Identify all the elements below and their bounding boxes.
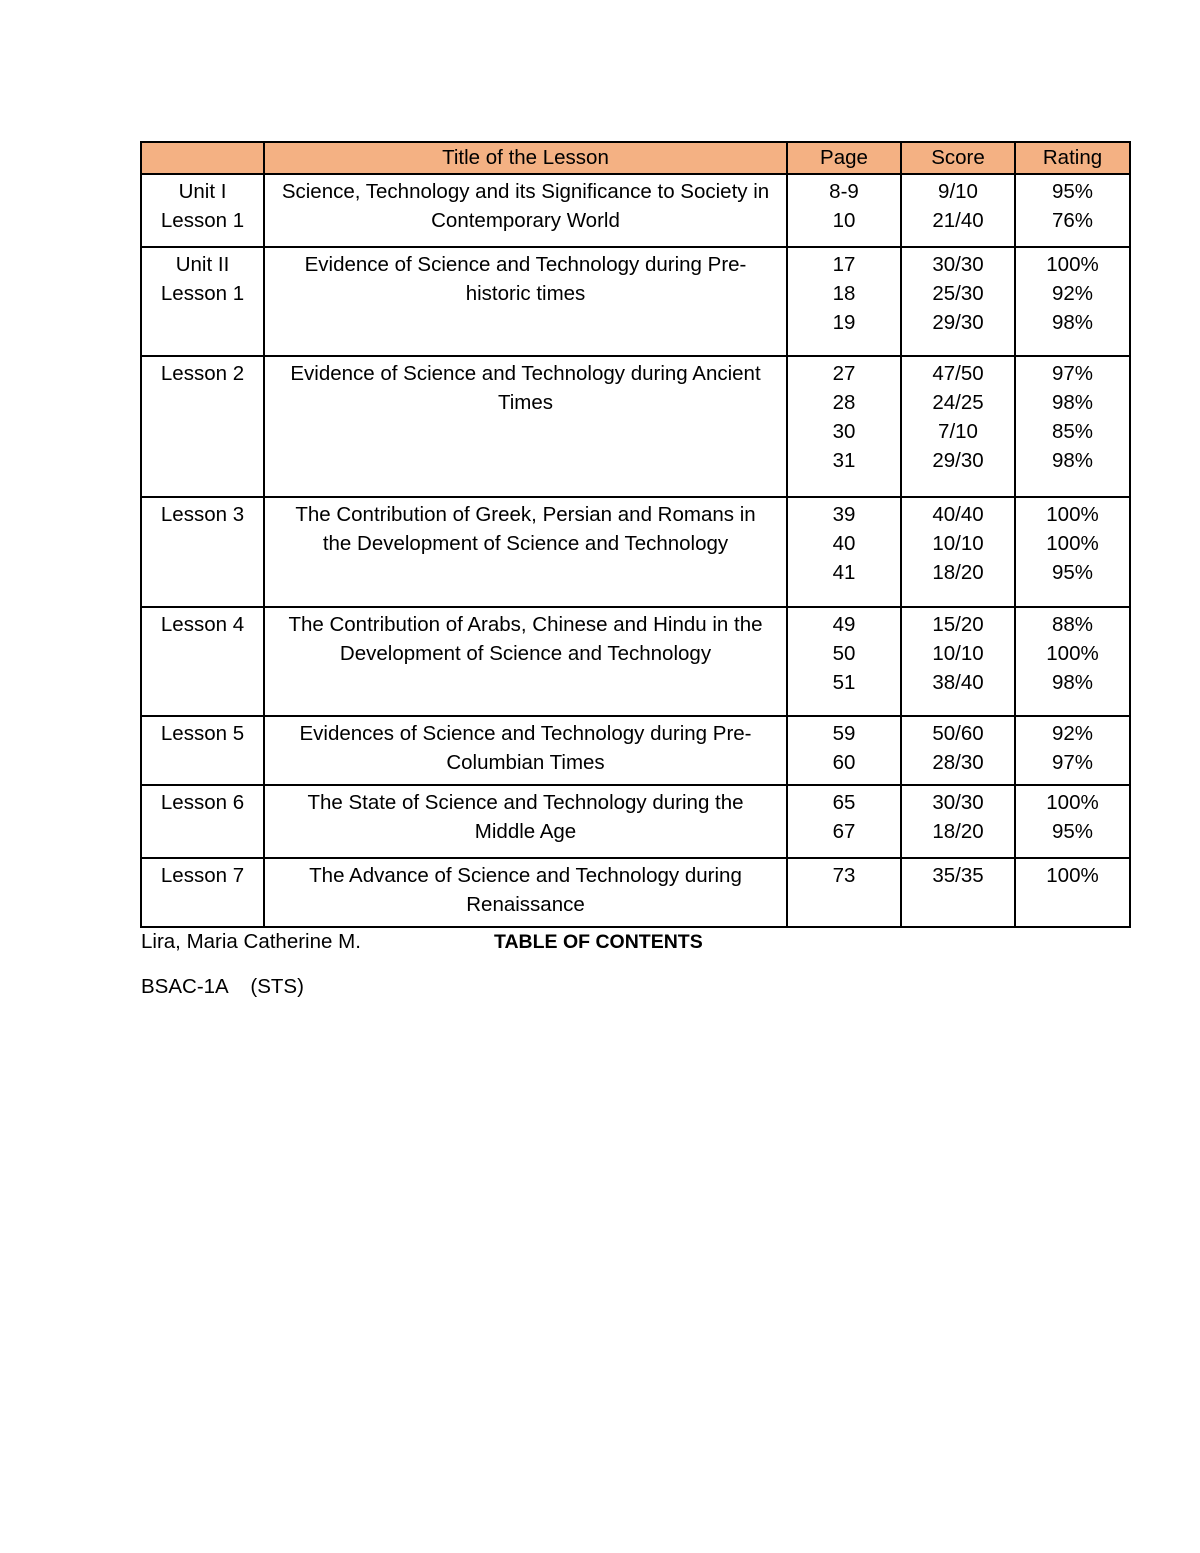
lesson-label: Unit II <box>175 253 230 276</box>
title-line: Middle Age <box>474 820 577 843</box>
score-value: 38/40 <box>932 671 984 694</box>
title-line: Evidences of Science and Technology during Pre- <box>299 722 752 745</box>
header-lesson <box>141 142 264 174</box>
page-cell <box>787 858 901 927</box>
score-value: 18/20 <box>932 820 984 843</box>
score-cell <box>901 607 1015 716</box>
page-value: 27 <box>832 362 856 385</box>
rating-value: 100% <box>1046 253 1099 276</box>
page-value: 59 <box>832 722 856 745</box>
rating-value: 98% <box>1051 391 1094 414</box>
header-rating: Rating <box>1015 142 1130 174</box>
score-value: 25/30 <box>932 282 984 305</box>
table-of-contents <box>140 141 1131 928</box>
lesson-label: Lesson 3 <box>160 503 245 526</box>
score-value: 28/30 <box>932 751 984 774</box>
page-value: 19 <box>832 311 856 334</box>
rating-cell <box>1015 174 1130 247</box>
rating-cell <box>1015 785 1130 858</box>
score-value: 18/20 <box>932 561 984 584</box>
title-line: Columbian Times <box>446 751 605 774</box>
score-value: 24/25 <box>932 391 984 414</box>
score-value: 40/40 <box>932 503 984 526</box>
lesson-cell <box>141 858 264 927</box>
score-value: 47/50 <box>932 362 984 385</box>
title-cell <box>264 247 787 356</box>
page-value: 40 <box>832 532 856 555</box>
lesson-label: Unit I <box>178 180 227 203</box>
score-value: 15/20 <box>932 613 984 636</box>
rating-cell <box>1015 858 1130 927</box>
title-line: the Development of Science and Technology <box>322 532 729 555</box>
table-row <box>141 356 1130 497</box>
title-cell <box>264 497 787 607</box>
title-line: The Advance of Science and Technology during <box>309 864 742 887</box>
lesson-cell <box>141 174 264 247</box>
score-cell <box>901 497 1015 607</box>
title-line: Evidence of Science and Technology during Ancient <box>290 362 761 385</box>
title-cell <box>264 858 787 927</box>
title-line: Development of Science and Technology <box>339 642 712 665</box>
score-value: 29/30 <box>932 449 984 472</box>
page-cell <box>787 716 901 785</box>
score-cell <box>901 247 1015 356</box>
title-cell <box>264 785 787 858</box>
lesson-cell <box>141 785 264 858</box>
page-cell <box>787 356 901 497</box>
rating-cell <box>1015 356 1130 497</box>
lesson-cell <box>141 607 264 716</box>
score-value: 7/10 <box>938 420 978 443</box>
title-line: Evidence of Science and Technology during Pre- <box>304 253 747 276</box>
header-title: Title of the Lesson <box>264 142 787 174</box>
rating-value: 92% <box>1051 282 1094 305</box>
lesson-cell <box>141 356 264 497</box>
page-value: 39 <box>832 503 856 526</box>
title-line: Contemporary World <box>431 209 620 232</box>
score-value: 35/35 <box>932 864 984 887</box>
rating-cell <box>1015 716 1130 785</box>
title-line: The Contribution of Greek, Persian and Romans in <box>295 503 756 526</box>
score-cell <box>901 716 1015 785</box>
page-value: 67 <box>832 820 856 843</box>
lesson-label: Lesson 4 <box>160 613 245 636</box>
score-value: 30/30 <box>932 791 984 814</box>
rating-value: 92% <box>1051 722 1094 745</box>
rating-value: 100% <box>1046 503 1099 526</box>
page-cell <box>787 497 901 607</box>
lesson-label: Lesson 5 <box>160 722 245 745</box>
score-value: 9/10 <box>938 180 978 203</box>
table-row <box>141 785 1130 858</box>
title-cell <box>264 607 787 716</box>
table-row <box>141 858 1130 927</box>
lesson-label: Lesson 1 <box>160 209 245 232</box>
score-value: 21/40 <box>932 209 984 232</box>
rating-value: 88% <box>1051 613 1094 636</box>
header-page: Page <box>787 142 901 174</box>
page-value: 51 <box>832 671 856 694</box>
rating-value: 95% <box>1051 180 1094 203</box>
title-line: historic times <box>465 282 586 305</box>
score-value: 30/30 <box>932 253 984 276</box>
rating-value: 100% <box>1046 864 1099 887</box>
table-row <box>141 174 1130 247</box>
page-value: 30 <box>832 420 856 443</box>
title-cell <box>264 174 787 247</box>
score-value: 10/10 <box>932 532 984 555</box>
header-row <box>141 142 1130 174</box>
student-name: Lira, Maria Catherine M. <box>141 930 361 953</box>
rating-value: 95% <box>1051 820 1094 843</box>
page-value: 18 <box>832 282 856 305</box>
title-line: Science, Technology and its Significance to Society in <box>281 180 770 203</box>
page-value: 41 <box>832 561 856 584</box>
table-row <box>141 716 1130 785</box>
course-section: BSAC-1A (STS) <box>141 975 304 998</box>
rating-value: 97% <box>1051 362 1094 385</box>
lesson-cell <box>141 247 264 356</box>
title-line: Renaissance <box>466 893 585 916</box>
rating-value: 100% <box>1046 532 1099 555</box>
page-value: 17 <box>832 253 856 276</box>
score-value: 50/60 <box>932 722 984 745</box>
title-cell <box>264 356 787 497</box>
rating-value: 85% <box>1051 420 1094 443</box>
page-value: 28 <box>832 391 856 414</box>
table-row <box>141 247 1130 356</box>
page-title: TABLE OF CONTENTS <box>494 931 703 953</box>
title-line: The Contribution of Arabs, Chinese and Hindu in the <box>288 613 763 636</box>
page-value: 73 <box>832 864 856 887</box>
page-value: 65 <box>832 791 856 814</box>
rating-cell <box>1015 497 1130 607</box>
score-cell <box>901 356 1015 497</box>
rating-value: 100% <box>1046 642 1099 665</box>
page-value: 8-9 <box>829 180 859 203</box>
page-value: 31 <box>832 449 856 472</box>
lesson-cell <box>141 716 264 785</box>
title-cell <box>264 716 787 785</box>
lesson-label: Lesson 7 <box>160 864 245 887</box>
score-cell <box>901 174 1015 247</box>
page-cell <box>787 607 901 716</box>
rating-value: 100% <box>1046 791 1099 814</box>
rating-value: 98% <box>1051 311 1094 334</box>
rating-value: 76% <box>1051 209 1094 232</box>
title-line: Times <box>497 391 554 414</box>
lesson-label: Lesson 1 <box>160 282 245 305</box>
rating-cell <box>1015 607 1130 716</box>
page-value: 60 <box>832 751 856 774</box>
rating-value: 98% <box>1051 671 1094 694</box>
table-row <box>141 497 1130 607</box>
page-value: 50 <box>832 642 856 665</box>
score-value: 29/30 <box>932 311 984 334</box>
rating-cell <box>1015 247 1130 356</box>
page-cell <box>787 247 901 356</box>
table-row <box>141 607 1130 716</box>
score-cell <box>901 785 1015 858</box>
lesson-label: Lesson 6 <box>160 791 245 814</box>
page-value: 49 <box>832 613 856 636</box>
rating-value: 95% <box>1051 561 1094 584</box>
score-value: 10/10 <box>932 642 984 665</box>
header-score: Score <box>901 142 1015 174</box>
rating-value: 97% <box>1051 751 1094 774</box>
lesson-label: Lesson 2 <box>160 362 245 385</box>
title-line: The State of Science and Technology during the <box>307 791 744 814</box>
page-cell <box>787 174 901 247</box>
rating-value: 98% <box>1051 449 1094 472</box>
score-cell <box>901 858 1015 927</box>
page-value: 10 <box>832 209 856 232</box>
page-cell <box>787 785 901 858</box>
lesson-cell <box>141 497 264 607</box>
